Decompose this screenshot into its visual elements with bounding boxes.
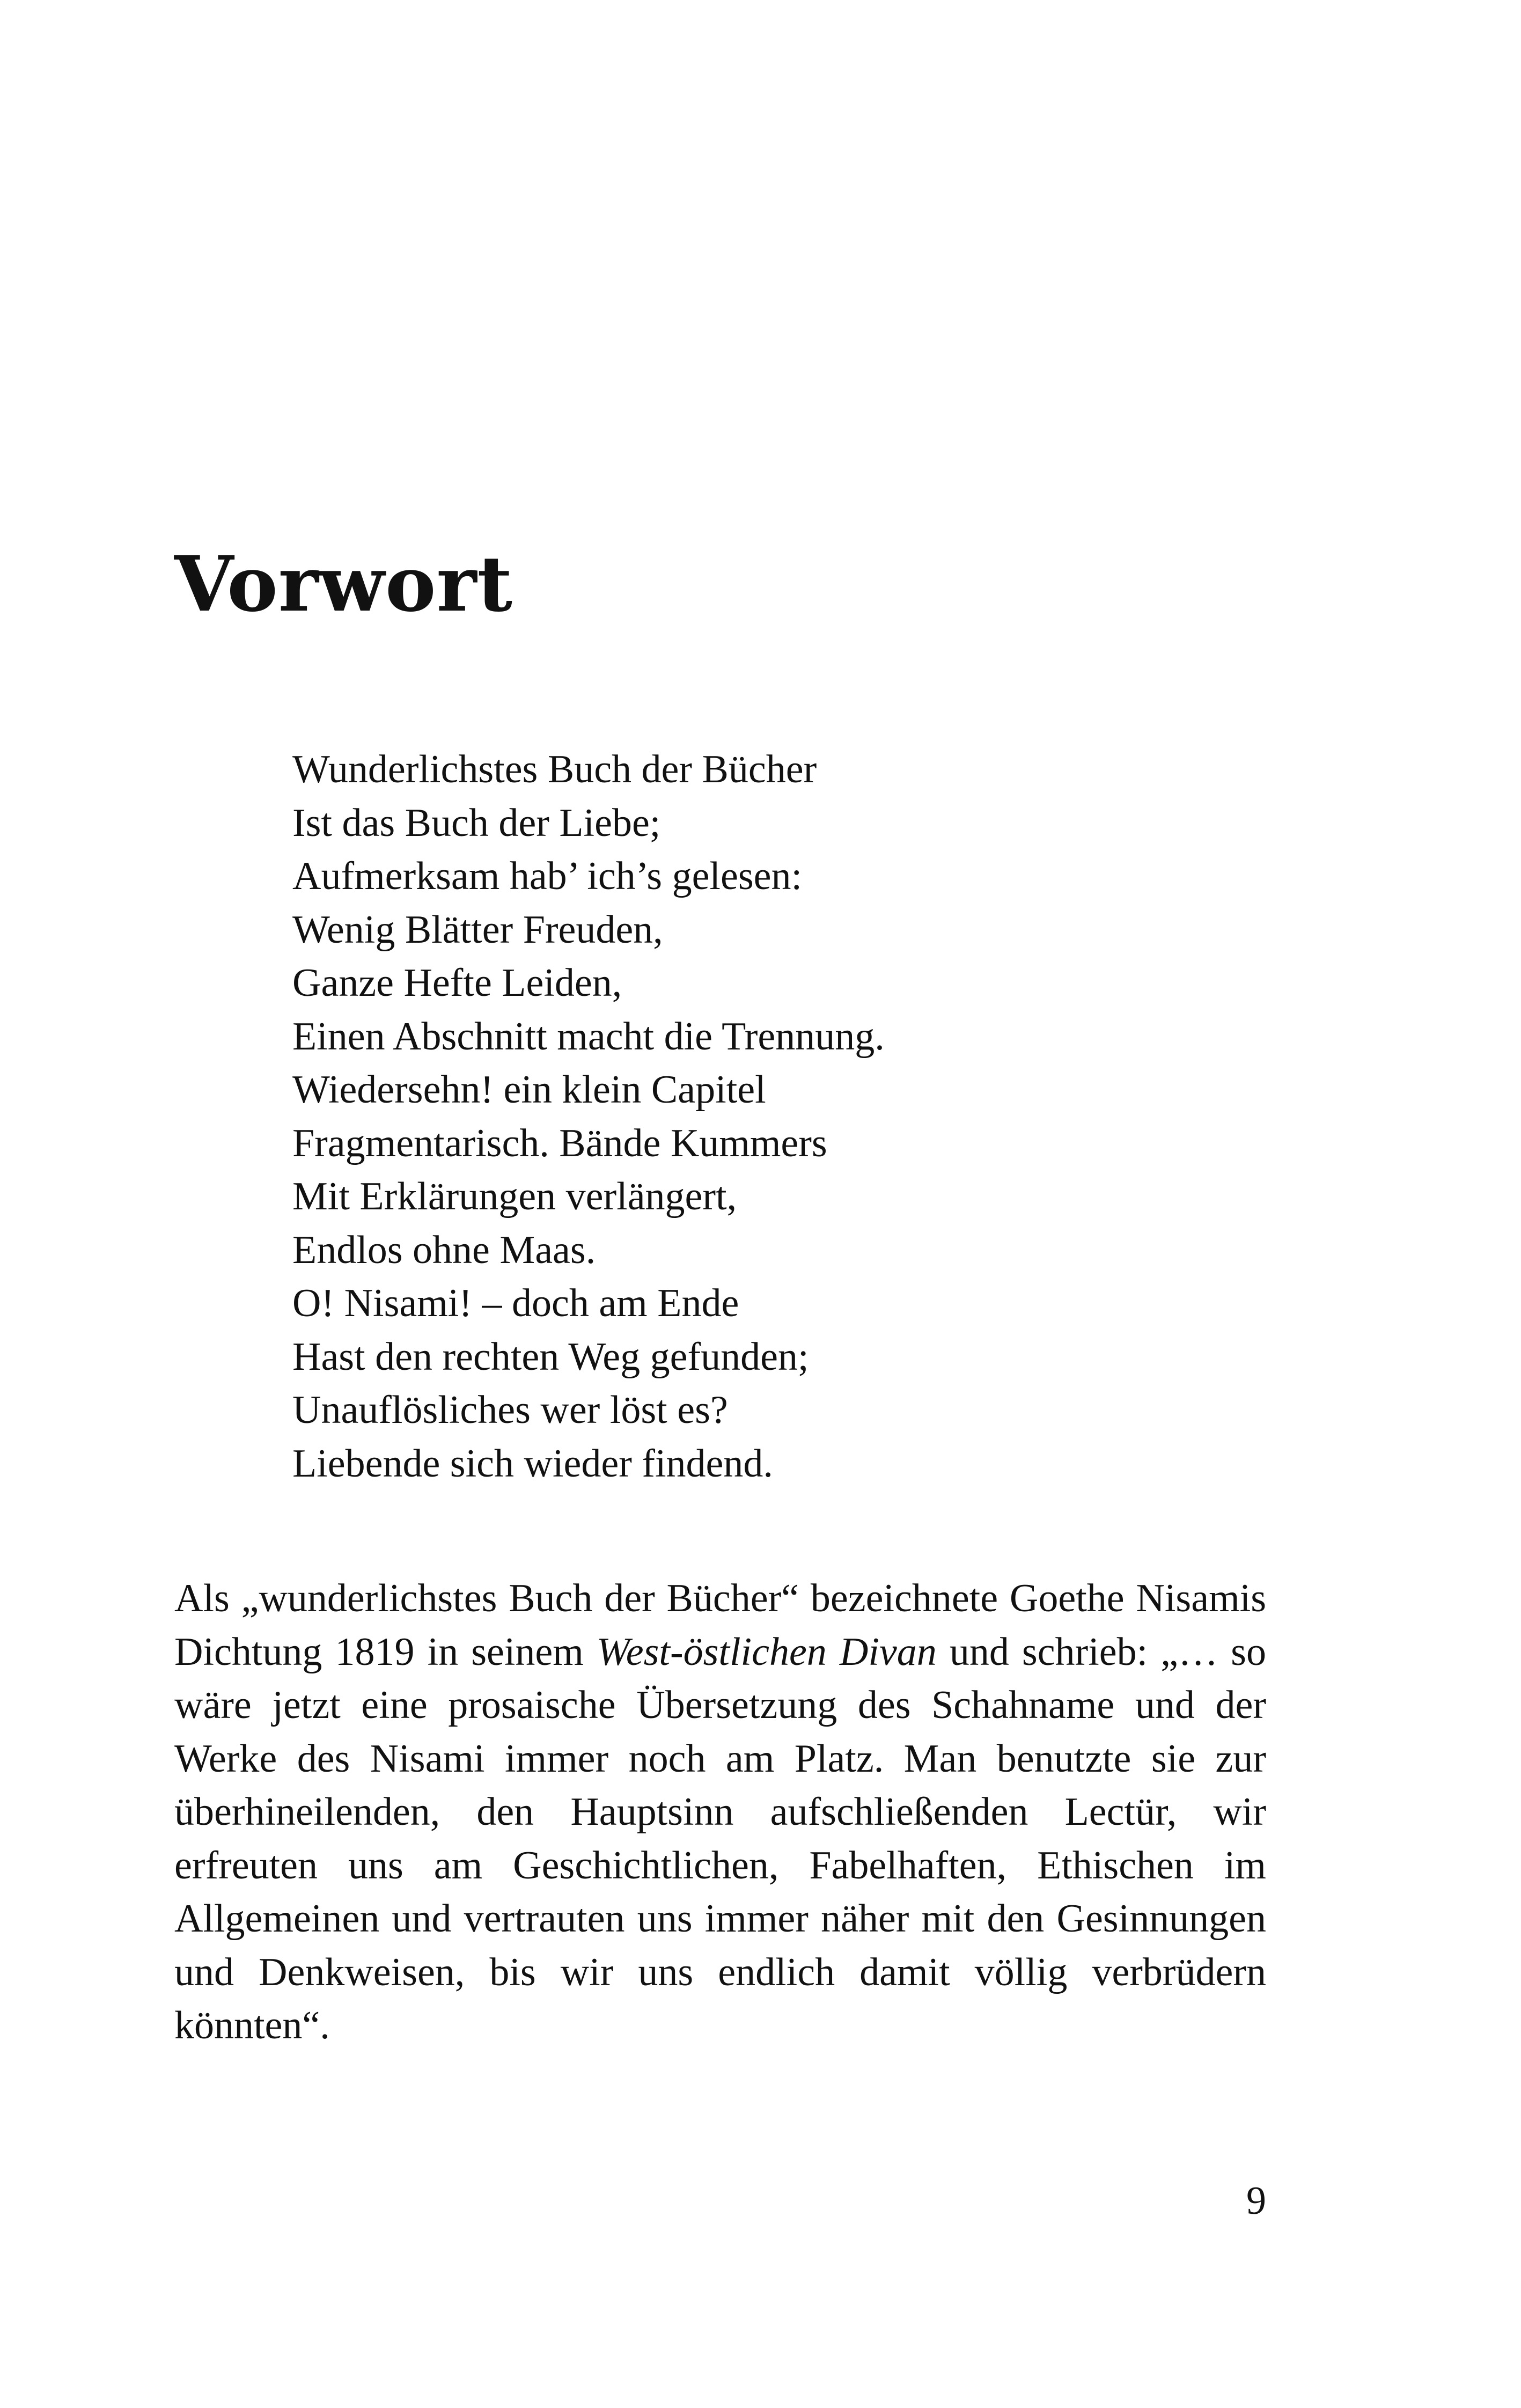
work-title-italic: West-östlichen Divan (596, 1629, 937, 1674)
paragraph-text-end: und schrieb: „… so wäre jetzt eine prosaische Übersetzung des Schahname und der Werke des Nisami immer noch am Platz. Man benutzte sie zur überhineilenden, den Hauptsinn aufschließenden Lectür, wir erfreuten uns am Geschichtlichen, Fabelhaften, Ethischen im Allgemeinen und vertrauten uns immer näher mit den Gesinnungen und Denkweisen, bis wir uns endlich damit völlig verbrüdern könnten“. (174, 1629, 1266, 2047)
poem-line: Fragmentarisch. Bände Kummers (292, 1121, 827, 1165)
page-title: Vorwort (174, 540, 513, 629)
poem-line: Liebende sich wieder findend. (292, 1441, 773, 1486)
poem-line: Wenig Blätter Freuden, (292, 907, 663, 952)
poem-line: Unauflösliches wer löst es? (292, 1388, 728, 1432)
poem-line: Aufmerksam hab’ ich’s gelesen: (292, 854, 803, 898)
body-paragraph (174, 1572, 1266, 2053)
poem-line: Einen Abschnitt macht die Trennung. (292, 1014, 885, 1059)
page-number: 9 (1246, 2179, 1266, 2223)
poem-line: Wiedersehn! ein klein Capitel (292, 1068, 766, 1112)
poem-line: Ganze Hefte Leiden, (292, 961, 622, 1005)
poem-line: Ist das Buch der Liebe; (292, 801, 661, 845)
poem-line: Mit Erklärungen verlängert, (292, 1174, 737, 1218)
poem-line: Endlos ohne Maas. (292, 1228, 596, 1272)
poem-line: O! Nisami! – doch am Ende (292, 1281, 739, 1325)
paragraph-text-start: Als „wunderlichstes Buch der Bücher“ bezeichnete Goethe Nisamis Dichtung 1819 in seinem (174, 1576, 1266, 1674)
poem-line: Wunderlichstes Buch der Bücher (292, 747, 817, 791)
poem (292, 743, 885, 1491)
poem-line: Hast den rechten Weg gefunden; (292, 1334, 809, 1379)
